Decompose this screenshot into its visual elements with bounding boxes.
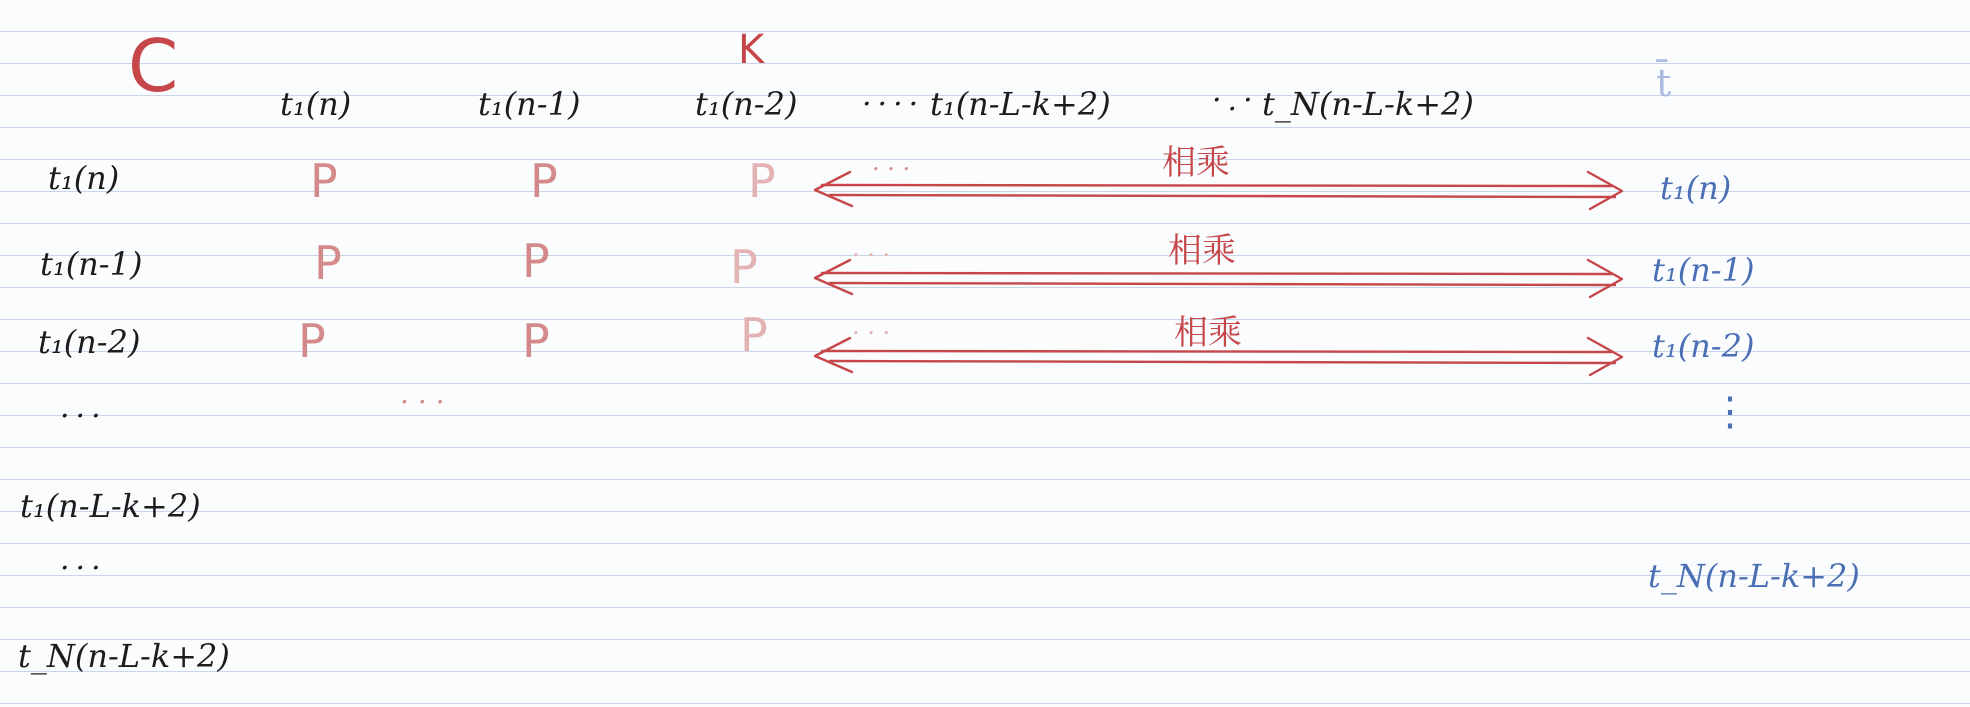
column-header-3: t₁(n-2) bbox=[695, 85, 798, 123]
row-label-1: t₁(n) bbox=[48, 159, 120, 197]
result-value-3: t₁(n-2) bbox=[1652, 327, 1755, 365]
result-label: t̄ bbox=[1656, 61, 1672, 105]
column-header-5: t_N(n-L-k+2) bbox=[1262, 85, 1474, 123]
double-arrow-row-3 bbox=[815, 338, 1622, 375]
matrix-ellipsis: . . . bbox=[852, 234, 891, 262]
matrix-ellipsis: . . . bbox=[852, 312, 891, 340]
row-label-2: t₁(n-1) bbox=[40, 245, 143, 283]
result-value-1: t₁(n) bbox=[1660, 169, 1732, 207]
column-header-2: t₁(n-1) bbox=[478, 85, 581, 123]
result-value-4: t_N(n-L-k+2) bbox=[1648, 557, 1860, 595]
column-header-ellipsis: ···· bbox=[862, 87, 925, 122]
row-label-4: t₁(n-L-k+2) bbox=[20, 487, 201, 525]
result-value-vdots: ⋮ bbox=[1710, 389, 1750, 435]
cell-p: P bbox=[522, 314, 550, 368]
column-header-4: t₁(n-L-k+2) bbox=[930, 85, 1111, 123]
cell-p: P bbox=[740, 308, 768, 362]
matrix-ellipsis: . . . bbox=[872, 148, 911, 176]
cell-p: P bbox=[314, 236, 342, 290]
matrix-label: C bbox=[128, 24, 179, 108]
cell-p: P bbox=[730, 240, 758, 294]
row-label-5: t_N(n-L-k+2) bbox=[18, 637, 230, 675]
result-value-2: t₁(n-1) bbox=[1652, 251, 1755, 289]
row-label-ellipsis: ··· bbox=[60, 399, 107, 434]
double-arrow-row-2 bbox=[815, 260, 1622, 297]
cell-p: P bbox=[530, 154, 558, 208]
row-label-ellipsis-2: ··· bbox=[60, 551, 107, 586]
cell-p: P bbox=[748, 154, 776, 208]
multiply-label-1: 相乘 bbox=[1162, 143, 1230, 183]
row-label-3: t₁(n-2) bbox=[38, 323, 141, 361]
multiply-label-2: 相乘 bbox=[1168, 231, 1236, 271]
cell-p: P bbox=[522, 234, 550, 288]
column-header-1: t₁(n) bbox=[280, 85, 352, 123]
column-header-ellipsis-2: ·.· bbox=[1212, 83, 1259, 118]
cell-p: P bbox=[310, 154, 338, 208]
double-arrow-row-1 bbox=[815, 172, 1622, 209]
matrix-ellipsis: . . . bbox=[400, 377, 445, 410]
k-label: K bbox=[738, 27, 765, 73]
cell-p: P bbox=[298, 314, 326, 368]
multiply-label-3: 相乘 bbox=[1174, 313, 1242, 353]
